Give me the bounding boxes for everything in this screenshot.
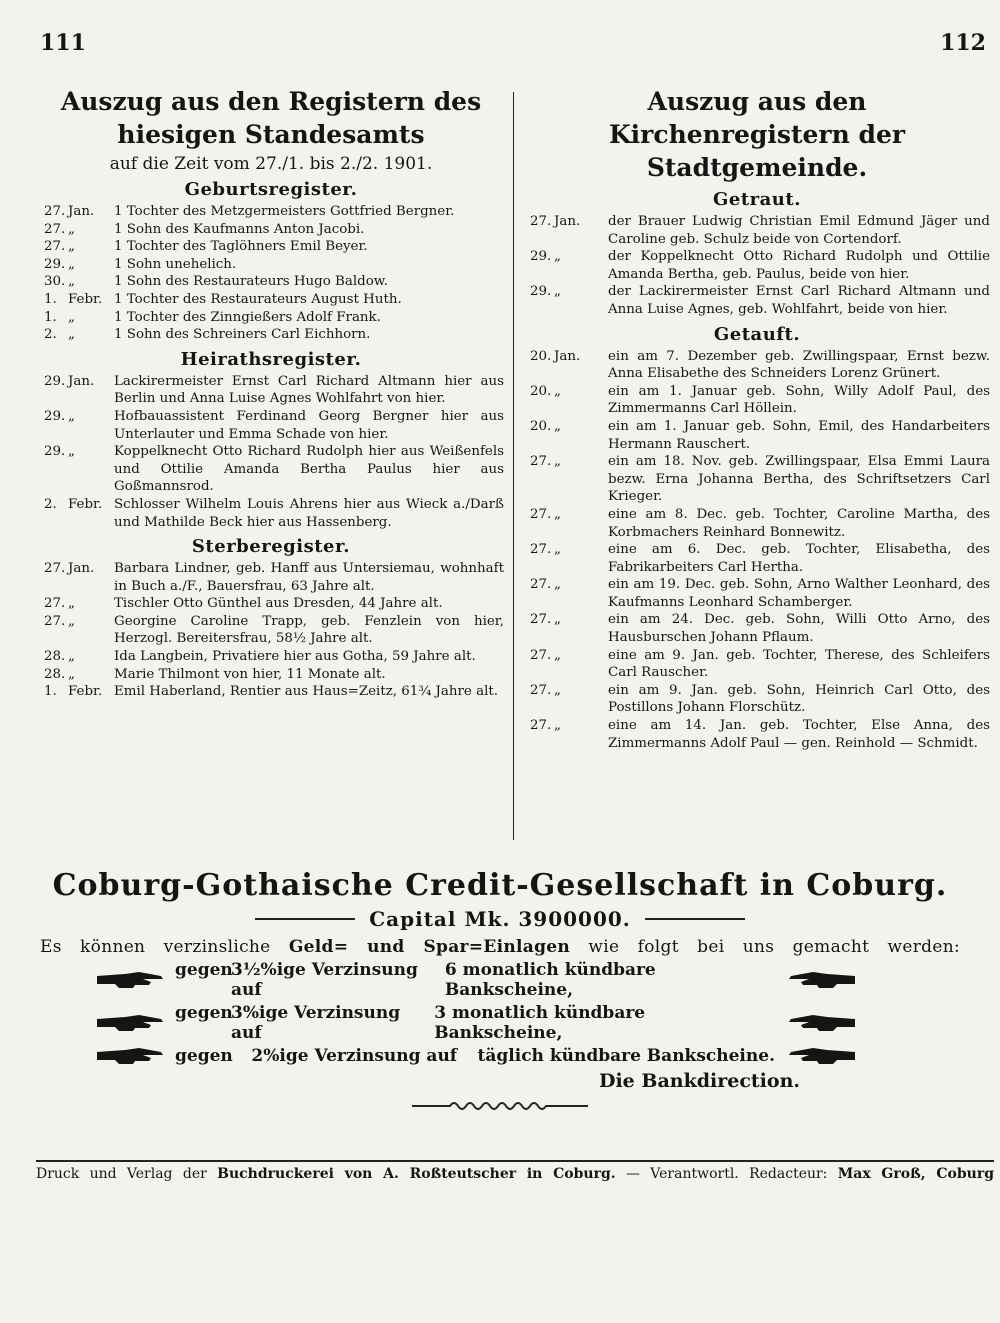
- left-title: Auszug aus den Registern des hiesigen Standesamts: [60, 87, 482, 149]
- entry-month: Jan.: [68, 204, 95, 219]
- entry-text: der Lackirermeister Ernst Carl Richard Altmann und Anna Luise Agnes, geb. Wohlfahrt, beide von hier.: [608, 284, 990, 317]
- entry-day: 27.: [44, 613, 66, 629]
- entry-month: „: [554, 454, 561, 470]
- entry-date: [524, 647, 608, 682]
- register-entry: [38, 613, 504, 648]
- entry-date: [38, 408, 114, 443]
- entry-date: [38, 666, 114, 684]
- entry-day: 27.: [530, 647, 552, 663]
- entry-day: 1.: [44, 684, 57, 700]
- entry-day: 27.: [44, 239, 66, 255]
- entry-month: Jan.: [68, 373, 95, 389]
- entry-day: 29.: [530, 249, 552, 265]
- entry-date: [524, 248, 608, 283]
- entry-date: [524, 453, 608, 506]
- right-title: Auszug aus den Kirchenregistern der Stadtgemeinde.: [608, 87, 906, 182]
- register-entry: [38, 326, 504, 344]
- entry-text: 1 Sohn des Schreiners Carl Eichhorn.: [114, 327, 371, 343]
- entry-month: „: [68, 649, 75, 665]
- entry-date: [38, 256, 114, 274]
- register-entry: [38, 238, 504, 256]
- register-entry: [524, 717, 990, 752]
- register-entry: [524, 213, 990, 248]
- pointing-hand-icon: [95, 970, 165, 990]
- intro-text-end: wie folgt bei uns gemacht werden:: [570, 937, 960, 957]
- entry-date: [524, 383, 608, 418]
- entry-text: eine am 14. Jan. geb. Tochter, Else Anna, des Zimmermanns Adolf Paul — gen. Reinhold — Schmidt.: [608, 718, 990, 751]
- entry-day: 29.: [530, 284, 552, 300]
- entry-month: „: [554, 682, 561, 698]
- entry-text: ein am 1. Januar geb. Sohn, Willy Adolf Paul, des Zimmermanns Carl Höllein.: [608, 383, 990, 417]
- register-entry: [38, 221, 504, 239]
- offer-lead: gegen: [175, 1046, 233, 1066]
- entry-day: 1.: [44, 309, 57, 325]
- register-entry: [38, 273, 504, 291]
- pointing-hand-icon: [787, 1046, 857, 1066]
- entry-text: Marie Thilmont von hier, 11 Monate alt.: [114, 666, 386, 682]
- entry-month: „: [554, 383, 561, 399]
- entry-date: [38, 373, 114, 408]
- entry-month: „: [68, 596, 75, 612]
- register-entry: [38, 683, 504, 701]
- entry-month: „: [68, 408, 75, 424]
- advert-title: Coburg-Gothaische Credit-Gesellschaft in Coburg.: [52, 868, 948, 903]
- right-column: [524, 85, 990, 752]
- ornament-divider: [410, 1098, 590, 1114]
- entry-month: „: [554, 612, 561, 628]
- entry-text: eine am 8. Dec. geb. Tochter, Caroline Martha, des Korbmachers Reinhard Bonnewitz.: [608, 506, 990, 540]
- entry-text: ein am 19. Dec. geb. Sohn, Arno Walther Leonhard, des Kaufmanns Leonhard Schamberger.: [608, 577, 990, 610]
- entry-month: „: [68, 327, 75, 343]
- entry-month: „: [554, 506, 561, 522]
- register-entry: [524, 647, 990, 682]
- entry-day: 20.: [530, 348, 552, 364]
- entry-date: [524, 611, 608, 646]
- offer-text: [175, 960, 775, 1000]
- entry-text: 1 Tochter des Taglöhners Emil Beyer.: [114, 239, 368, 255]
- bank-advertisement: [40, 868, 960, 1092]
- imprint: [36, 1166, 994, 1182]
- entry-day: 2.: [44, 327, 57, 343]
- entry-month: „: [68, 444, 75, 460]
- entry-text: 1 Tochter des Restaurateurs August Huth.: [114, 291, 402, 307]
- pointing-hand-icon: [787, 970, 857, 990]
- entry-month: „: [68, 239, 75, 255]
- register-entry: [524, 248, 990, 283]
- entry-day: 20.: [530, 383, 552, 399]
- entry-day: 27.: [530, 612, 552, 628]
- entry-date: [38, 273, 114, 291]
- entry-month: „: [68, 309, 75, 325]
- entry-text: eine am 9. Jan. geb. Tochter, Therese, des Schleifers Carl Rauscher.: [608, 647, 990, 681]
- entry-text: 1 Sohn des Kaufmanns Anton Jacobi.: [114, 221, 365, 237]
- entry-day: 27.: [44, 561, 66, 577]
- register-entry: [524, 506, 990, 541]
- register-entry: [524, 348, 990, 383]
- entry-day: 20.: [530, 418, 552, 434]
- entry-day: 27.: [530, 214, 552, 229]
- rule-left: [255, 918, 355, 920]
- rule-right: [645, 918, 745, 920]
- register-entry: [524, 283, 990, 318]
- entry-text: ein am 18. Nov. geb. Zwillingspaar, Elsa Emmi Laura bezw. Erna Johanna Bertha, des Schriftsetzers Carl Krieger.: [608, 454, 990, 505]
- entry-date: [38, 683, 114, 701]
- register-entry: [38, 408, 504, 443]
- register-entry: [38, 666, 504, 684]
- register-entry: [38, 496, 504, 531]
- entry-day: 27.: [530, 506, 552, 522]
- register-entry: [524, 611, 990, 646]
- offer-rate: 2%ige Verzinsung auf: [251, 1046, 458, 1066]
- register-entry: [524, 541, 990, 576]
- register-entry: [38, 309, 504, 327]
- entry-text: der Brauer Ludwig Christian Emil Edmund Jäger und Caroline geb. Schulz beide von Cortendorf.: [608, 214, 990, 247]
- entry-text: Barbara Lindner, geb. Hanff aus Untersiemau, wohnhaft in Buch a./F., Bauersfrau, 63 Jahre alt.: [114, 561, 504, 594]
- register-entry: [38, 443, 504, 496]
- entry-text: Schlosser Wilhelm Louis Ahrens hier aus Wieck a./Darß und Mathilde Beck hier aus Hassenberg.: [114, 496, 504, 530]
- entry-text: ein am 9. Jan. geb. Sohn, Heinrich Carl Otto, des Postillons Johann Florschütz.: [608, 682, 990, 716]
- advert-signature: Die Bankdirection.: [598, 1070, 800, 1092]
- entry-month: „: [554, 718, 561, 734]
- left-column: [38, 85, 504, 701]
- register-entry: [524, 418, 990, 453]
- entry-text: Emil Haberland, Rentier aus Haus=Zeitz, 61¾ Jahre alt.: [114, 684, 499, 700]
- offer-text: [175, 1046, 775, 1066]
- entry-day: 27.: [44, 596, 66, 612]
- entry-date: [38, 221, 114, 239]
- entry-day: 27.: [530, 718, 552, 734]
- entry-day: 27.: [530, 542, 552, 558]
- entry-date: [38, 496, 114, 531]
- entry-date: [524, 576, 608, 611]
- advert-intro: [40, 937, 960, 957]
- entry-date: [38, 560, 114, 595]
- entry-day: 27.: [530, 577, 552, 593]
- entry-date: [524, 418, 608, 453]
- page-number-left: 111: [40, 30, 86, 56]
- entry-text: 1 Sohn unehelich.: [114, 256, 237, 272]
- intro-bold: Geld= und Spar=Einlagen: [288, 937, 571, 957]
- register-entry: [38, 560, 504, 595]
- offer-line: [40, 960, 960, 1000]
- offer-term: täglich kündbare Bankscheine.: [477, 1046, 775, 1066]
- offer-rate: 3½%ige Verzinsung auf: [231, 960, 418, 1000]
- entry-text: Ida Langbein, Privatiere hier aus Gotha, 59 Jahre alt.: [114, 649, 476, 665]
- register-entry: [38, 256, 504, 274]
- right-sections: [524, 189, 990, 752]
- offer-lead: gegen: [175, 1003, 233, 1023]
- entry-text: Lackirermeister Ernst Carl Richard Altmann hier aus Berlin und Anna Luise Agnes Wohlfahrt von hier.: [114, 373, 504, 407]
- entry-month: Jan.: [68, 561, 95, 577]
- entry-day: 28.: [44, 649, 66, 665]
- imprint-editor: Max Groß, Coburg: [837, 1166, 994, 1182]
- entry-date: [38, 648, 114, 666]
- register-entry: [524, 453, 990, 506]
- register-entry: [38, 373, 504, 408]
- entry-text: eine am 6. Dec. geb. Tochter, Elisabetha, des Fabrikarbeiters Carl Hertha.: [608, 542, 990, 575]
- entry-date: [38, 309, 114, 327]
- imprint-rule: [36, 1160, 994, 1162]
- entry-date: [38, 238, 114, 256]
- section-heading: Getraut.: [713, 189, 801, 210]
- entry-month: „: [554, 542, 561, 558]
- section-heading: Getauft.: [713, 323, 801, 345]
- entry-month: „: [554, 647, 561, 663]
- entry-day: 28.: [44, 666, 66, 682]
- offer-line: [40, 1046, 960, 1066]
- entry-month: „: [68, 666, 75, 682]
- entry-day: 27.: [530, 454, 552, 470]
- entry-month: Jan.: [554, 348, 581, 364]
- entry-text: 1 Sohn des Restaurateurs Hugo Baldow.: [114, 274, 388, 290]
- advert-capital: Capital Mk. 3900000.: [369, 907, 631, 931]
- offer-lead: gegen: [175, 960, 233, 980]
- imprint-text: Druck und Verlag der: [36, 1166, 218, 1182]
- entry-date: [38, 291, 114, 309]
- entry-date: [524, 682, 608, 717]
- entry-day: 1.: [44, 291, 57, 307]
- entry-date: [38, 203, 114, 221]
- entry-date: [524, 717, 608, 752]
- imprint-printer: Buchdruckerei von A. Roßteutscher in Coburg.: [217, 1166, 616, 1182]
- entry-month: „: [554, 284, 561, 300]
- register-entry: [524, 383, 990, 418]
- capital-line: [40, 907, 960, 931]
- entry-text: ein am 7. Dezember geb. Zwillingspaar, Ernst bezw. Anna Elisabethe des Schneiders Lorenz Grünert.: [608, 348, 990, 382]
- entry-date: [524, 506, 608, 541]
- entry-text: ein am 24. Dec. geb. Sohn, Willi Otto Arno, des Hausburschen Johann Pflaum.: [608, 612, 990, 646]
- offer-rate: 3%ige Verzinsung auf: [231, 1003, 401, 1043]
- entry-text: 1 Tochter des Metzgermeisters Gottfried Bergner.: [114, 204, 455, 219]
- section-heading: Heirathsregister.: [180, 348, 362, 370]
- entry-date: [524, 541, 608, 576]
- section-heading: Geburtsregister.: [184, 179, 358, 200]
- entry-month: Jan.: [554, 214, 581, 229]
- entry-date: [38, 613, 114, 648]
- entry-day: 2.: [44, 496, 57, 512]
- entry-month: Febr.: [68, 496, 103, 512]
- entry-text: ein am 1. Januar geb. Sohn, Emil, des Handarbeiters Hermann Rauschert.: [608, 418, 990, 452]
- entry-day: 27.: [44, 221, 66, 237]
- offer-line: [40, 1003, 960, 1043]
- entry-month: „: [68, 274, 75, 290]
- imprint-text-mid: — Verantwortl. Redacteur:: [615, 1166, 838, 1182]
- entry-text: Georgine Caroline Trapp, geb. Fenzlein von hier, Herzogl. Bereitersfrau, 58½ Jahre alt.: [114, 613, 504, 647]
- pointing-hand-icon: [787, 1013, 857, 1033]
- entry-text: der Koppelknecht Otto Richard Rudolph und Ottilie Amanda Bertha, geb. Paulus, beide von hier.: [608, 249, 990, 282]
- entry-month: Febr.: [68, 291, 103, 307]
- column-divider: [513, 92, 514, 840]
- entry-date: [524, 213, 608, 248]
- entry-day: 27.: [44, 204, 66, 219]
- register-entry: [524, 682, 990, 717]
- section-heading: Sterberegister.: [191, 536, 351, 558]
- entry-date: [38, 326, 114, 344]
- entry-month: „: [554, 577, 561, 593]
- left-subtitle: auf die Zeit vom 27./1. bis 2./2. 1901.: [109, 154, 433, 174]
- offer-text: [175, 1003, 775, 1043]
- register-entry: [38, 203, 504, 221]
- entry-day: 29.: [44, 444, 66, 460]
- entry-day: 29.: [44, 373, 66, 389]
- entry-day: 30.: [44, 274, 66, 290]
- register-entry: [524, 576, 990, 611]
- entry-month: „: [68, 613, 75, 629]
- entry-date: [38, 595, 114, 613]
- pointing-hand-icon: [95, 1046, 165, 1066]
- entry-text: 1 Tochter des Zinngießers Adolf Frank.: [114, 309, 381, 325]
- page-number-right: 112: [940, 30, 986, 56]
- entry-text: Tischler Otto Günthel aus Dresden, 44 Jahre alt.: [114, 596, 443, 612]
- register-entry: [38, 648, 504, 666]
- intro-text: Es können verzinsliche: [40, 937, 289, 957]
- register-entry: [38, 291, 504, 309]
- entry-month: Febr.: [68, 684, 103, 700]
- entry-date: [38, 443, 114, 496]
- entry-month: „: [554, 418, 561, 434]
- entry-text: Koppelknecht Otto Richard Rudolph hier aus Weißenfels und Ottilie Amanda Bertha Paulus hier aus Goßmannsrod.: [114, 444, 504, 495]
- entry-day: 29.: [44, 256, 66, 272]
- entry-date: [524, 283, 608, 318]
- entry-day: 29.: [44, 408, 66, 424]
- offer-list: [40, 960, 960, 1066]
- offer-term: 6 monatlich kündbare Bankscheine,: [444, 960, 656, 1000]
- entry-text: Hofbauassistent Ferdinand Georg Bergner hier aus Unterlauter und Emma Schade von hier.: [114, 408, 504, 442]
- register-entry: [38, 595, 504, 613]
- entry-month: „: [554, 249, 561, 265]
- entry-month: „: [68, 256, 75, 272]
- pointing-hand-icon: [95, 1013, 165, 1033]
- entry-date: [524, 348, 608, 383]
- offer-term: 3 monatlich kündbare Bankscheine,: [434, 1003, 646, 1043]
- entry-day: 27.: [530, 682, 552, 698]
- entry-month: „: [68, 221, 75, 237]
- left-sections: [38, 179, 504, 701]
